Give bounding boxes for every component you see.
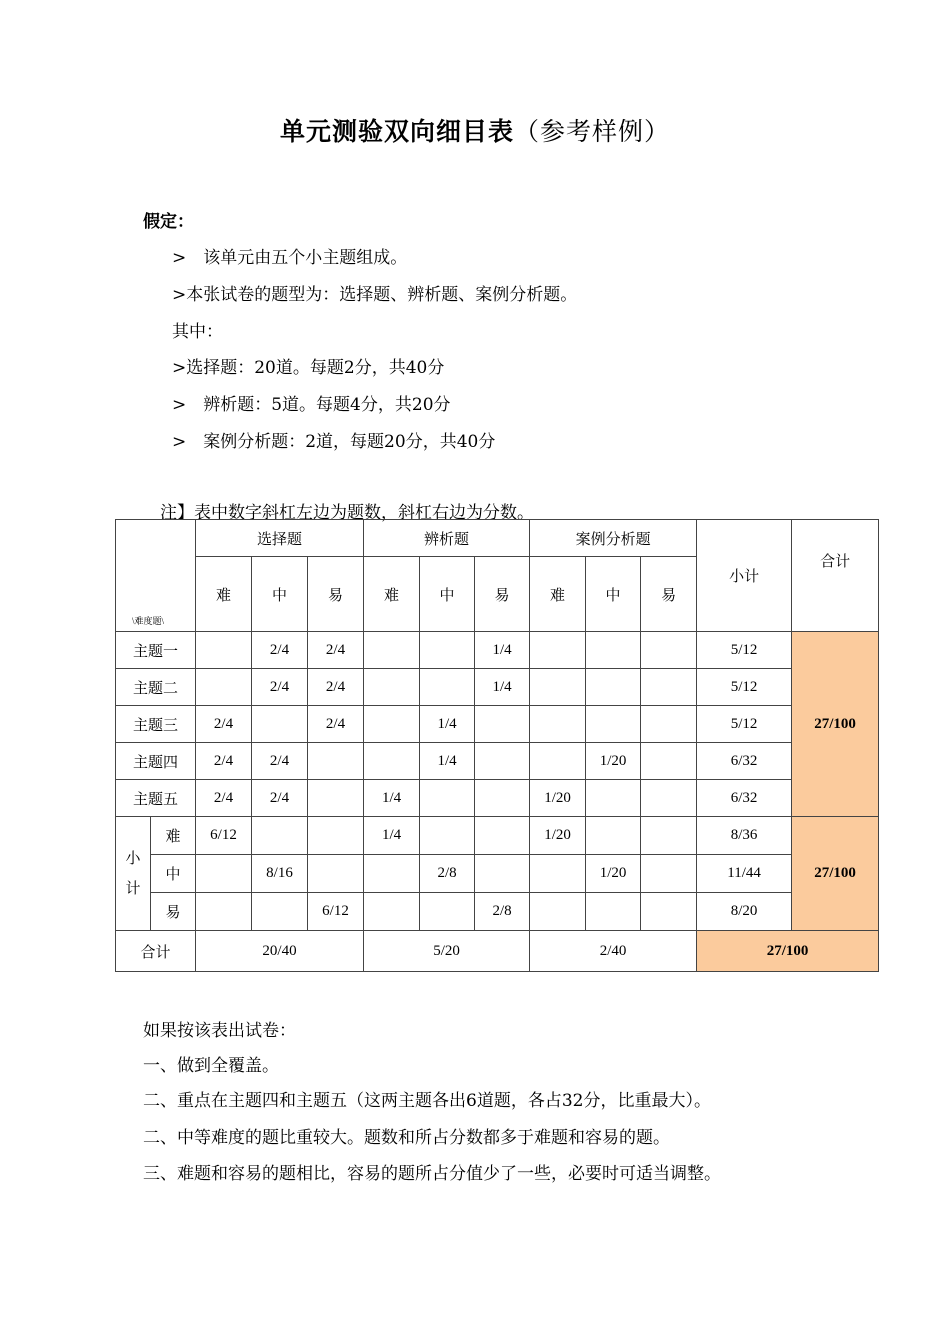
row-subtotal: 8/36 [697, 817, 792, 855]
header-difficulty: 易 [641, 557, 697, 632]
table-cell [586, 706, 641, 743]
table-cell [364, 669, 420, 706]
table-cell: 2/4 [252, 669, 308, 706]
table-cell: 8/16 [252, 855, 308, 893]
table-cell: 1/4 [420, 706, 475, 743]
assumption-line: 其中： [172, 322, 223, 342]
table-cell: 2/4 [252, 743, 308, 780]
table-cell [586, 893, 641, 931]
header-difficulty: 易 [308, 557, 364, 632]
table-cell [420, 893, 475, 931]
topic-rows [116, 632, 879, 817]
table-cell: 2/4 [196, 706, 252, 743]
subtotal-group-char: 小 [125, 850, 141, 867]
difficulty-label: 中 [151, 855, 196, 893]
difficulty-row [116, 817, 879, 855]
table-cell [530, 743, 586, 780]
table-cell [641, 780, 697, 817]
header-type: 选择题 [196, 520, 364, 557]
table-cell: 1/4 [364, 817, 420, 855]
table-cell [364, 632, 420, 669]
difficulty-total: 27/100 [792, 817, 879, 931]
table-cell [641, 817, 697, 855]
conclusion-point: 二、中等难度的题比重较大。题数和所占分数都多于难题和容易的题。 [143, 1128, 670, 1148]
row-subtotal: 5/12 [697, 632, 792, 669]
table-cell: 1/4 [475, 632, 530, 669]
table-cell: 1/4 [364, 780, 420, 817]
assumption-line: >选择题：20道。每题2分，共40分 [172, 358, 445, 378]
row-subtotal: 11/44 [697, 855, 792, 893]
title-main: 单元测验双向细目表 [279, 117, 514, 146]
topic-row [116, 632, 879, 669]
row-subtotal: 8/20 [697, 893, 792, 931]
difficulty-label: 易 [151, 893, 196, 931]
conclusion-point: 三、难题和容易的题相比，容易的题所占分值少了一些，必要时可适当调整。 [143, 1164, 721, 1184]
table-cell [530, 855, 586, 893]
topic-row [116, 743, 879, 780]
total-row [116, 931, 879, 972]
table-cell [475, 780, 530, 817]
table-cell [641, 855, 697, 893]
table-cell [641, 743, 697, 780]
header-difficulty: 难 [530, 557, 586, 632]
table-cell: 2/4 [196, 743, 252, 780]
table-cell [196, 855, 252, 893]
table-cell [586, 817, 641, 855]
table-cell: 2/4 [308, 632, 364, 669]
table-cell [364, 855, 420, 893]
table-cell [641, 632, 697, 669]
row-subtotal: 6/32 [697, 743, 792, 780]
row-subtotal: 5/12 [697, 669, 792, 706]
table-cell [475, 706, 530, 743]
table-cell [530, 632, 586, 669]
table-cell [586, 669, 641, 706]
table-cell [196, 669, 252, 706]
header-subtotal: 小计 [697, 520, 792, 632]
table-cell [364, 743, 420, 780]
table-cell [364, 893, 420, 931]
topic-label: 主题五 [116, 780, 196, 817]
topic-row [116, 706, 879, 743]
header-difficulty: 难 [364, 557, 420, 632]
table-cell [196, 893, 252, 931]
header-difficulty: 易 [475, 557, 530, 632]
table-cell [252, 893, 308, 931]
corner-cell [116, 520, 196, 632]
assumption-line: > 案例分析题：2道，每题20分，共40分 [172, 432, 496, 452]
subtotal-group-char: 计 [125, 880, 141, 897]
table-cell: 1/20 [530, 780, 586, 817]
header-row-types [116, 520, 879, 557]
conclusion-point: 二、重点在主题四和主题五（这两主题各出6道题，各占32分，比重最大）。 [143, 1091, 711, 1111]
spec-table [115, 519, 879, 972]
header-difficulty: 难 [196, 557, 252, 632]
table-cell: 1/20 [530, 817, 586, 855]
table-cell [586, 780, 641, 817]
assumption-line: > 辨析题：5道。每题4分，共20分 [172, 395, 451, 415]
page-title [0, 112, 950, 148]
table-cell: 1/20 [586, 855, 641, 893]
table-cell: 6/12 [308, 893, 364, 931]
table-cell: 1/4 [420, 743, 475, 780]
table-cell [586, 632, 641, 669]
difficulty-rows [116, 817, 879, 931]
table-cell [420, 780, 475, 817]
header-difficulty: 中 [586, 557, 641, 632]
assumption-line: >本张试卷的题型为：选择题、辨析题、案例分析题。 [172, 285, 578, 305]
table-cell [475, 855, 530, 893]
header-difficulty: 中 [252, 557, 308, 632]
topic-label: 主题四 [116, 743, 196, 780]
assumption-line: > 该单元由五个小主题组成。 [172, 248, 408, 268]
table-cell [530, 893, 586, 931]
table-cell [420, 632, 475, 669]
table-cell [420, 817, 475, 855]
topic-total: 27/100 [792, 632, 879, 817]
topic-label: 主题三 [116, 706, 196, 743]
header-type: 案例分析题 [530, 520, 697, 557]
table-cell [308, 780, 364, 817]
table-cell [641, 893, 697, 931]
table-cell [641, 669, 697, 706]
table-note: 注】表中数字斜杠左边为题数，斜杠右边为分数。 [160, 503, 534, 523]
table-cell [308, 855, 364, 893]
conclusion-point: 一、做到全覆盖。 [143, 1056, 279, 1076]
table-cell: 2/4 [308, 706, 364, 743]
table-cell [364, 706, 420, 743]
table-cell: 2/8 [475, 893, 530, 931]
topic-label: 主题一 [116, 632, 196, 669]
topic-label: 主题二 [116, 669, 196, 706]
table-cell [641, 706, 697, 743]
difficulty-row [116, 893, 879, 931]
table-cell [196, 632, 252, 669]
grand-total: 27/100 [697, 931, 879, 972]
table-cell: 1/4 [475, 669, 530, 706]
header-type: 辨析题 [364, 520, 530, 557]
table-cell [475, 817, 530, 855]
total-row-label: 合计 [116, 931, 196, 972]
difficulty-row [116, 855, 879, 893]
header-total: 合计 [792, 520, 879, 632]
table-cell [530, 669, 586, 706]
assumption-heading: 假定： [143, 212, 194, 232]
table-cell [475, 743, 530, 780]
table-cell [252, 706, 308, 743]
table-cell: 1/20 [586, 743, 641, 780]
corner-label: \难度题\ [132, 616, 165, 626]
table-cell [308, 743, 364, 780]
conclusion-intro: 如果按该表出试卷： [143, 1021, 296, 1041]
table-cell: 2/4 [252, 632, 308, 669]
table-cell [530, 706, 586, 743]
total-type-value: 20/40 [196, 931, 364, 972]
difficulty-label: 难 [151, 817, 196, 855]
table-cell [252, 817, 308, 855]
table-cell [420, 669, 475, 706]
total-type-value: 2/40 [530, 931, 697, 972]
title-ref: （参考样例） [514, 117, 671, 146]
topic-row [116, 780, 879, 817]
row-subtotal: 5/12 [697, 706, 792, 743]
table-cell [308, 817, 364, 855]
total-type-value: 5/20 [364, 931, 530, 972]
table-cell: 6/12 [196, 817, 252, 855]
subtotal-group-label [116, 817, 151, 931]
header-difficulty: 中 [420, 557, 475, 632]
table-cell: 2/4 [252, 780, 308, 817]
table-cell: 2/4 [308, 669, 364, 706]
row-subtotal: 6/32 [697, 780, 792, 817]
table-cell: 2/8 [420, 855, 475, 893]
table-cell: 2/4 [196, 780, 252, 817]
topic-row [116, 669, 879, 706]
